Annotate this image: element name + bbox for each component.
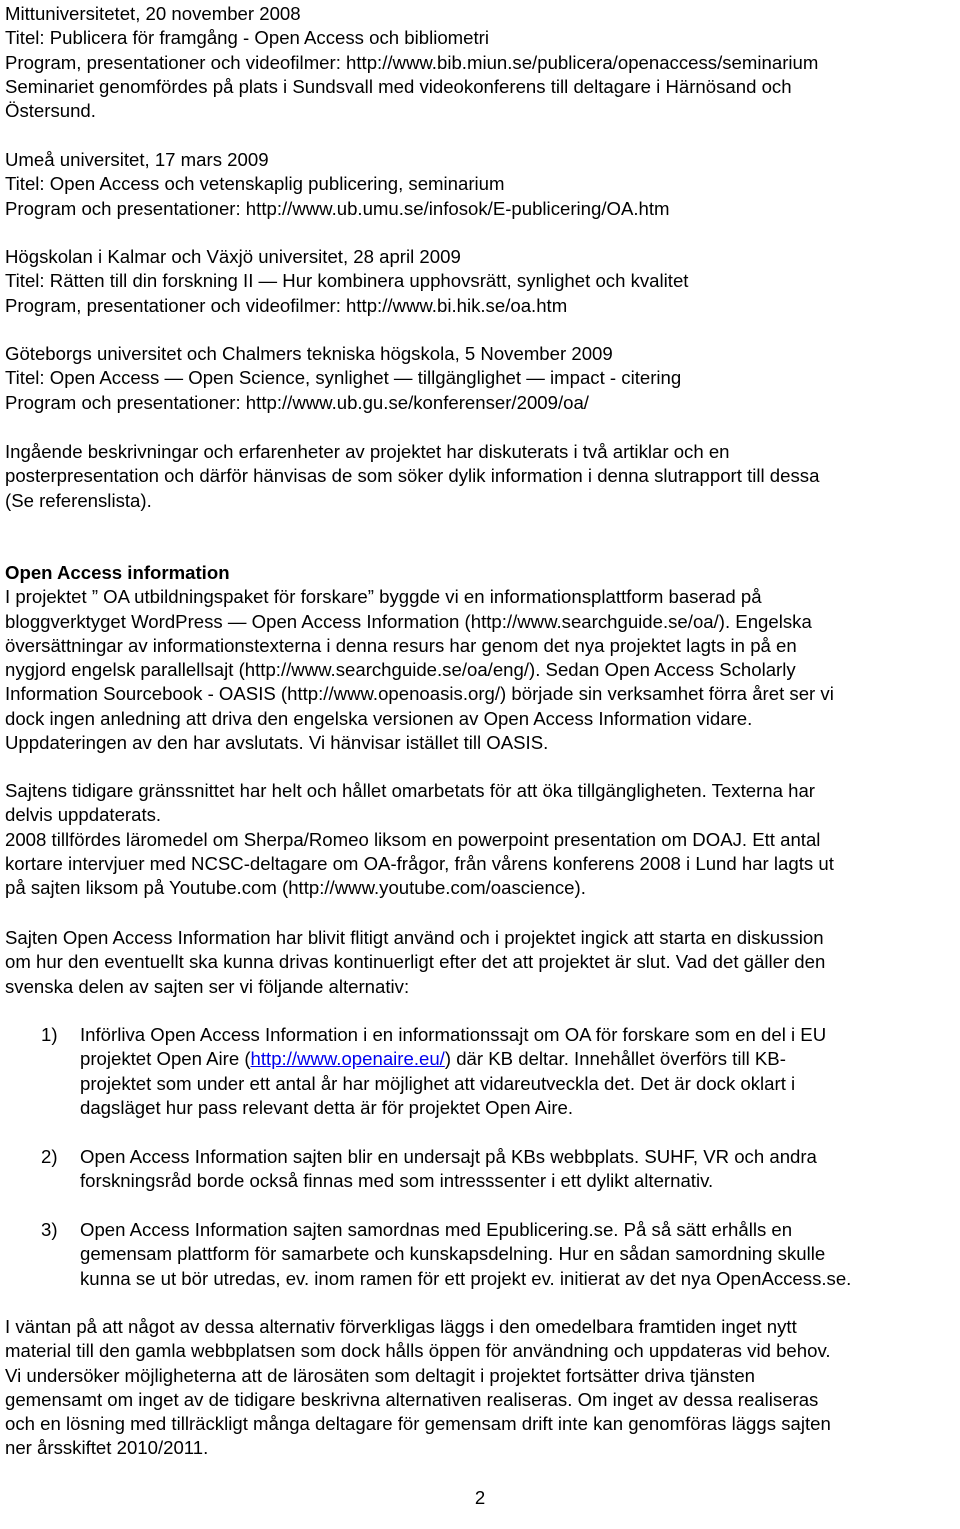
text-line: Titel: Open Access och vetenskaplig publicering, seminarium (5, 173, 505, 195)
text-line: Sajten Open Access Information har blivit flitigt använd och i projektet ingick att starta en diskussion (5, 927, 824, 948)
text-line: Högskolan i Kalmar och Växjö universitet, 28 april 2009 (5, 246, 461, 267)
usage-paragraph (5, 926, 825, 999)
text-line: Seminariet genomfördes på plats i Sundsvall med videokonferens till deltagare i Härnösand och (5, 75, 792, 97)
text-line: Göteborgs universitet och Chalmers tekniska högskola, 5 November 2009 (5, 343, 613, 364)
openaire-link[interactable]: http://www.openaire.eu/ (250, 1048, 445, 1070)
text-line: delvis uppdaterats. (5, 804, 162, 826)
text-line: ner årsskiftet 2010/2011. (5, 1437, 209, 1459)
text-line: gemensamt om inget av de tidigare beskrivna alternativen realiseras. Om inget av dessa realiseras (5, 1388, 819, 1410)
text-line: nygjord engelsk parallellsajt (http://www.searchguide.se/oa/eng/). Sedan Open Access Scholarly (5, 659, 796, 681)
text-segment: ) där KB deltar. Innehållet överförs till KB- (444, 1048, 786, 1070)
oa-information-section (5, 561, 834, 755)
text-line: forskningsråd borde också finnas med som intresssenter i ett dylikt alternativ. (80, 1170, 714, 1192)
text-line: Mittuniversitetet, 20 november 2008 (5, 3, 301, 24)
text-line: 2008 tillfördes läromedel om Sherpa/Romeo liksom en powerpoint presentation om DOAJ. Ett antal (5, 828, 821, 850)
text-line: Information Sourcebook - OASIS (http://www.openoasis.org/) började sin verksamhet förra året ser vi (5, 683, 834, 705)
text-line: Införliva Open Access Information i en informationssajt om OA för forskare som en del i EU (80, 1024, 827, 1045)
text-line: I väntan på att något av dessa alternativ förverkligas läggs i den omedelbara framtiden inget nytt (5, 1316, 797, 1337)
text-line: dagsläget hur pass relevant detta är för projektet Open Aire. (80, 1096, 574, 1118)
text-line: material till den gamla webbplatsen som dock hålls öppen för användning och uppdateras vid behov. (5, 1340, 831, 1362)
text-line: dock ingen anledning att driva den engelska versionen av Open Access Information vidare. (5, 707, 753, 729)
page-number: 2 (474, 1487, 486, 1508)
event-umea (5, 148, 670, 221)
text-line: Open Access Information sajten blir en undersajt på KBs webbplats. SUHF, VR och andra (80, 1146, 817, 1167)
event-kalmar-vaxjo (5, 245, 688, 318)
text-line: svenska delen av sajten ser vi följande alternativ: (5, 975, 410, 997)
text-line: bloggverktyget WordPress — Open Access Information (http://www.searchguide.se/oa/). Engelska (5, 610, 812, 632)
text-line: Program och presentationer: http://www.ub.umu.se/infosok/E-publicering/OA.htm (5, 197, 670, 219)
text-line: Uppdateringen av den har avslutats. Vi hänvisar istället till OASIS. (5, 732, 549, 754)
text-line: gemensam plattform för samarbete och kunskapsdelning. Hur en sådan samordning skulle (80, 1243, 826, 1265)
list-item (5, 1023, 960, 1120)
closing-paragraph (5, 1315, 831, 1461)
list-number: 3) (41, 1219, 58, 1240)
intro-paragraph (5, 440, 819, 513)
text-line: I projektet ” OA utbildningspaket för forskare” byggde vi en informationsplattform baserad på (5, 586, 762, 608)
list-number: 1) (41, 1024, 58, 1045)
list-item (5, 1218, 960, 1291)
text-line: (Se referenslista). (5, 489, 152, 511)
text-line: projektet som under ett antal år har möjlighet att vidareutveckla det. Det är dock oklart i (80, 1072, 796, 1094)
text-line: Open Access Information sajten samordnas med Epublicering.se. På så sätt erhålls en (80, 1219, 793, 1240)
text-line: Program, presentationer och videofilmer: http://www.bi.hik.se/oa.htm (5, 294, 568, 316)
text-line: och en lösning med tillräckligt många deltagare för gemensam drift inte kan genomföras läggs sajten (5, 1413, 831, 1435)
section-heading: Open Access information (5, 562, 230, 583)
text-line: Östersund. (5, 100, 96, 122)
event-mittuniversitetet (5, 2, 818, 123)
text-line: Vi undersöker möjligheterna att de lärosäten som deltagit i projektet fortsätter driva tjänsten (5, 1364, 756, 1386)
interface-paragraph (5, 779, 834, 900)
text-line: Umeå universitet, 17 mars 2009 (5, 149, 269, 170)
text-line: översättningar av informationstexterna i denna resurs har genom det nya projektet lagts in på en (5, 634, 797, 656)
list-item (5, 1145, 960, 1194)
text-line: Titel: Rätten till din forskning II — Hur kombinera upphovsrätt, synlighet och kvalitet (5, 270, 689, 292)
text-line (80, 1047, 960, 1071)
text-line: kortare intervjuer med NCSC-deltagare om OA-frågor, från vårens konferens 2008 i Lund har lagts ut (5, 852, 834, 874)
text-line: Sajtens tidigare gränssnittet har helt och hållet omarbetats för att öka tillgängligheten. Texterna har (5, 780, 815, 801)
text-line: kunna se ut bör utredas, ev. inom ramen för ett projekt ev. initierat av det nya OpenAccess.se. (80, 1267, 852, 1289)
text-line: Ingående beskrivningar och erfarenheter av projektet har diskuterats i två artiklar och en (5, 441, 730, 462)
text-segment: projektet Open Aire ( (80, 1048, 251, 1070)
text-line: på sajten liksom på Youtube.com (http://www.youtube.com/oascience). (5, 877, 586, 899)
text-line: om hur den eventuellt ska kunna drivas kontinuerligt efter det att projektet är slut. Vad det gäller den (5, 951, 826, 973)
text-line: Program och presentationer: http://www.ub.gu.se/konferenser/2009/oa/ (5, 391, 589, 413)
text-line: Program, presentationer och videofilmer: http://www.bib.miun.se/publicera/openaccess/seminarium (5, 51, 819, 73)
text-line: posterpresentation och därför hänvisas de som söker dylik information i denna slutrapport till dessa (5, 465, 820, 487)
event-goteborg (5, 342, 681, 415)
text-line: Titel: Open Access — Open Science, synlighet — tillgänglighet — impact - citering (5, 367, 682, 389)
text-line: Titel: Publicera för framgång - Open Access och bibliometri (5, 27, 489, 49)
list-number: 2) (41, 1146, 58, 1167)
